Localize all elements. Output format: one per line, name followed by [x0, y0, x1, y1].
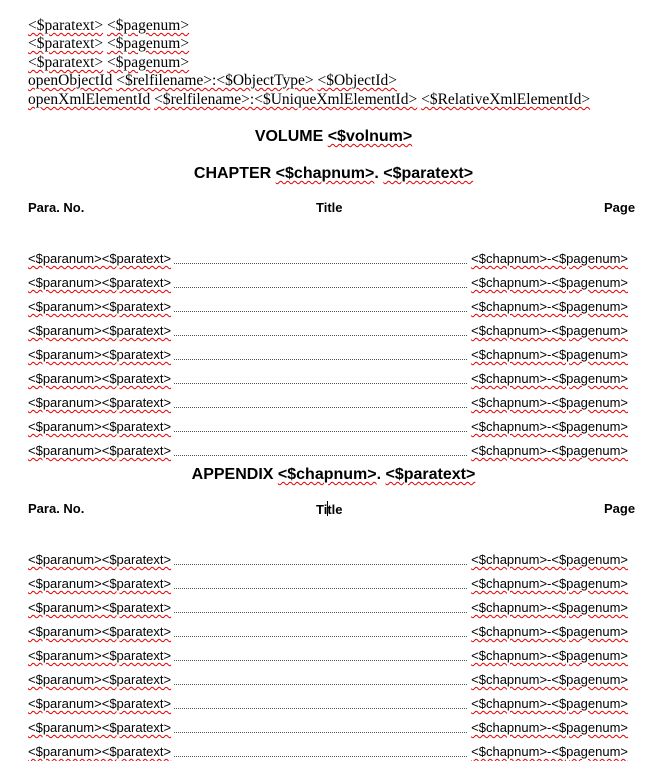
- toc-row[interactable]: [28, 322, 628, 340]
- toc-row[interactable]: [28, 599, 628, 617]
- toc-entry-page: <$chapnum>-<$pagenum>: [471, 600, 628, 615]
- toc-entry-page: <$chapnum>-<$pagenum>: [471, 720, 628, 735]
- toc-row[interactable]: [28, 298, 628, 316]
- leader-dots: [174, 707, 467, 709]
- paratext-field: <$paratext>: [385, 466, 476, 483]
- toc-entry-title: <$paranum><$paratext>: [28, 323, 172, 338]
- toc-entry-page: <$chapnum>-<$pagenum>: [471, 576, 628, 591]
- leader-dots: [174, 454, 467, 456]
- pagenum-field: <$pagenum>: [107, 54, 190, 71]
- pagenum-field: <$pagenum>: [107, 17, 190, 34]
- appendix-heading[interactable]: [0, 465, 667, 485]
- relfilename-unique-xml-field: <$relfilename>:<$UniqueXmlElementId>: [154, 91, 418, 108]
- column-header-page: Page: [604, 501, 636, 516]
- appendix-label: APPENDIX: [191, 466, 278, 483]
- separator: .: [374, 165, 384, 182]
- toc-entry-title: <$paranum><$paratext>: [28, 552, 172, 567]
- toc-entry-page: <$chapnum>-<$pagenum>: [471, 624, 628, 639]
- toc-row[interactable]: [28, 695, 628, 713]
- open-xml-element-id-line[interactable]: [28, 91, 590, 109]
- toc-entry-title: <$paranum><$paratext>: [28, 371, 172, 386]
- separator: .: [376, 466, 386, 483]
- toc-entry-title: <$paranum><$paratext>: [28, 648, 172, 663]
- column-header-para-no: Para. No.: [28, 200, 85, 215]
- leader-dots: [174, 430, 467, 432]
- column-header-title: Title: [316, 200, 343, 215]
- volnum-field: <$volnum>: [327, 128, 413, 145]
- header-line-2[interactable]: [28, 35, 189, 53]
- toc-row[interactable]: [28, 274, 628, 292]
- volume-heading[interactable]: [0, 127, 667, 147]
- title-text-part: Ti: [316, 502, 328, 517]
- toc-entry-page: <$chapnum>-<$pagenum>: [471, 672, 628, 687]
- leader-dots: [174, 286, 467, 288]
- toc-entry-title: <$paranum><$paratext>: [28, 672, 172, 687]
- relfilename-objecttype-field: <$relfilename>:<$ObjectType>: [116, 72, 314, 89]
- leader-dots: [174, 587, 467, 589]
- toc-entry-title: <$paranum><$paratext>: [28, 443, 172, 458]
- toc-entry-page: <$chapnum>-<$pagenum>: [471, 648, 628, 663]
- volume-label: VOLUME: [254, 128, 328, 145]
- toc-entry-title: <$paranum><$paratext>: [28, 696, 172, 711]
- column-header-para-no: Para. No.: [28, 501, 85, 516]
- leader-dots: [174, 382, 467, 384]
- leader-dots: [174, 358, 467, 360]
- objectid-field: <$ObjectId>: [317, 72, 397, 89]
- toc-row[interactable]: [28, 671, 628, 689]
- toc-entry-title: <$paranum><$paratext>: [28, 576, 172, 591]
- leader-dots: [174, 563, 467, 565]
- paratext-field: <$paratext>: [28, 17, 104, 34]
- toc-row[interactable]: [28, 551, 628, 569]
- toc-row[interactable]: [28, 370, 628, 388]
- toc-entry-title: <$paranum><$paratext>: [28, 720, 172, 735]
- chapnum-field: <$chapnum>: [275, 165, 375, 182]
- open-object-id-line[interactable]: [28, 72, 397, 90]
- relative-xml-element-id-field: <$RelativeXmlElementId>: [421, 91, 591, 108]
- toc-row[interactable]: [28, 394, 628, 412]
- toc-entry-page: <$chapnum>-<$pagenum>: [471, 323, 628, 338]
- pagenum-field: <$pagenum>: [107, 35, 190, 52]
- toc-entry-page: <$chapnum>-<$pagenum>: [471, 371, 628, 386]
- leader-dots: [174, 635, 467, 637]
- leader-dots: [174, 310, 467, 312]
- leader-dots: [174, 334, 467, 336]
- toc-entry-page: <$chapnum>-<$pagenum>: [471, 299, 628, 314]
- toc-entry-page: <$chapnum>-<$pagenum>: [471, 395, 628, 410]
- open-xml-element-id-label: openXmlElementId: [28, 91, 151, 108]
- column-header-title[interactable]: [316, 501, 343, 518]
- toc-entry-page: <$chapnum>-<$pagenum>: [471, 275, 628, 290]
- title-text-part: tle: [327, 502, 343, 517]
- paratext-field: <$paratext>: [28, 54, 104, 71]
- toc-entry-page: <$chapnum>-<$pagenum>: [471, 552, 628, 567]
- toc-entry-title: <$paranum><$paratext>: [28, 395, 172, 410]
- toc-entry-title: <$paranum><$paratext>: [28, 251, 172, 266]
- toc-row[interactable]: [28, 623, 628, 641]
- leader-dots: [174, 611, 467, 613]
- open-object-id-label: openObjectId: [28, 72, 113, 89]
- paratext-field: <$paratext>: [383, 165, 474, 182]
- chapter-heading[interactable]: [0, 164, 667, 184]
- leader-dots: [174, 755, 467, 757]
- toc-entry-title: <$paranum><$paratext>: [28, 299, 172, 314]
- leader-dots: [174, 683, 467, 685]
- toc-row[interactable]: [28, 647, 628, 665]
- toc-entry-page: <$chapnum>-<$pagenum>: [471, 419, 628, 434]
- toc-entry-page: <$chapnum>-<$pagenum>: [471, 443, 628, 458]
- toc-entry-title: <$paranum><$paratext>: [28, 744, 172, 759]
- toc-row[interactable]: [28, 575, 628, 593]
- leader-dots: [174, 406, 467, 408]
- toc-entry-title: <$paranum><$paratext>: [28, 419, 172, 434]
- toc-entry-page: <$chapnum>-<$pagenum>: [471, 251, 628, 266]
- header-line-3[interactable]: [28, 54, 189, 72]
- toc-row[interactable]: [28, 346, 628, 364]
- leader-dots: [174, 262, 467, 264]
- leader-dots: [174, 659, 467, 661]
- toc-row[interactable]: [28, 250, 628, 268]
- toc-entry-title: <$paranum><$paratext>: [28, 624, 172, 639]
- toc-row[interactable]: [28, 719, 628, 737]
- toc-entry-title: <$paranum><$paratext>: [28, 347, 172, 362]
- toc-entry-page: <$chapnum>-<$pagenum>: [471, 347, 628, 362]
- toc-row[interactable]: [28, 743, 628, 761]
- toc-entry-page: <$chapnum>-<$pagenum>: [471, 744, 628, 759]
- toc-row[interactable]: [28, 418, 628, 436]
- paratext-field: <$paratext>: [28, 35, 104, 52]
- toc-row[interactable]: [28, 442, 628, 460]
- chapnum-field: <$chapnum>: [277, 466, 377, 483]
- column-header-page: Page: [604, 200, 636, 215]
- toc-entry-title: <$paranum><$paratext>: [28, 600, 172, 615]
- header-line-1[interactable]: [28, 17, 189, 35]
- leader-dots: [174, 731, 467, 733]
- toc-entry-page: <$chapnum>-<$pagenum>: [471, 696, 628, 711]
- chapter-label: CHAPTER: [193, 165, 276, 182]
- toc-entry-title: <$paranum><$paratext>: [28, 275, 172, 290]
